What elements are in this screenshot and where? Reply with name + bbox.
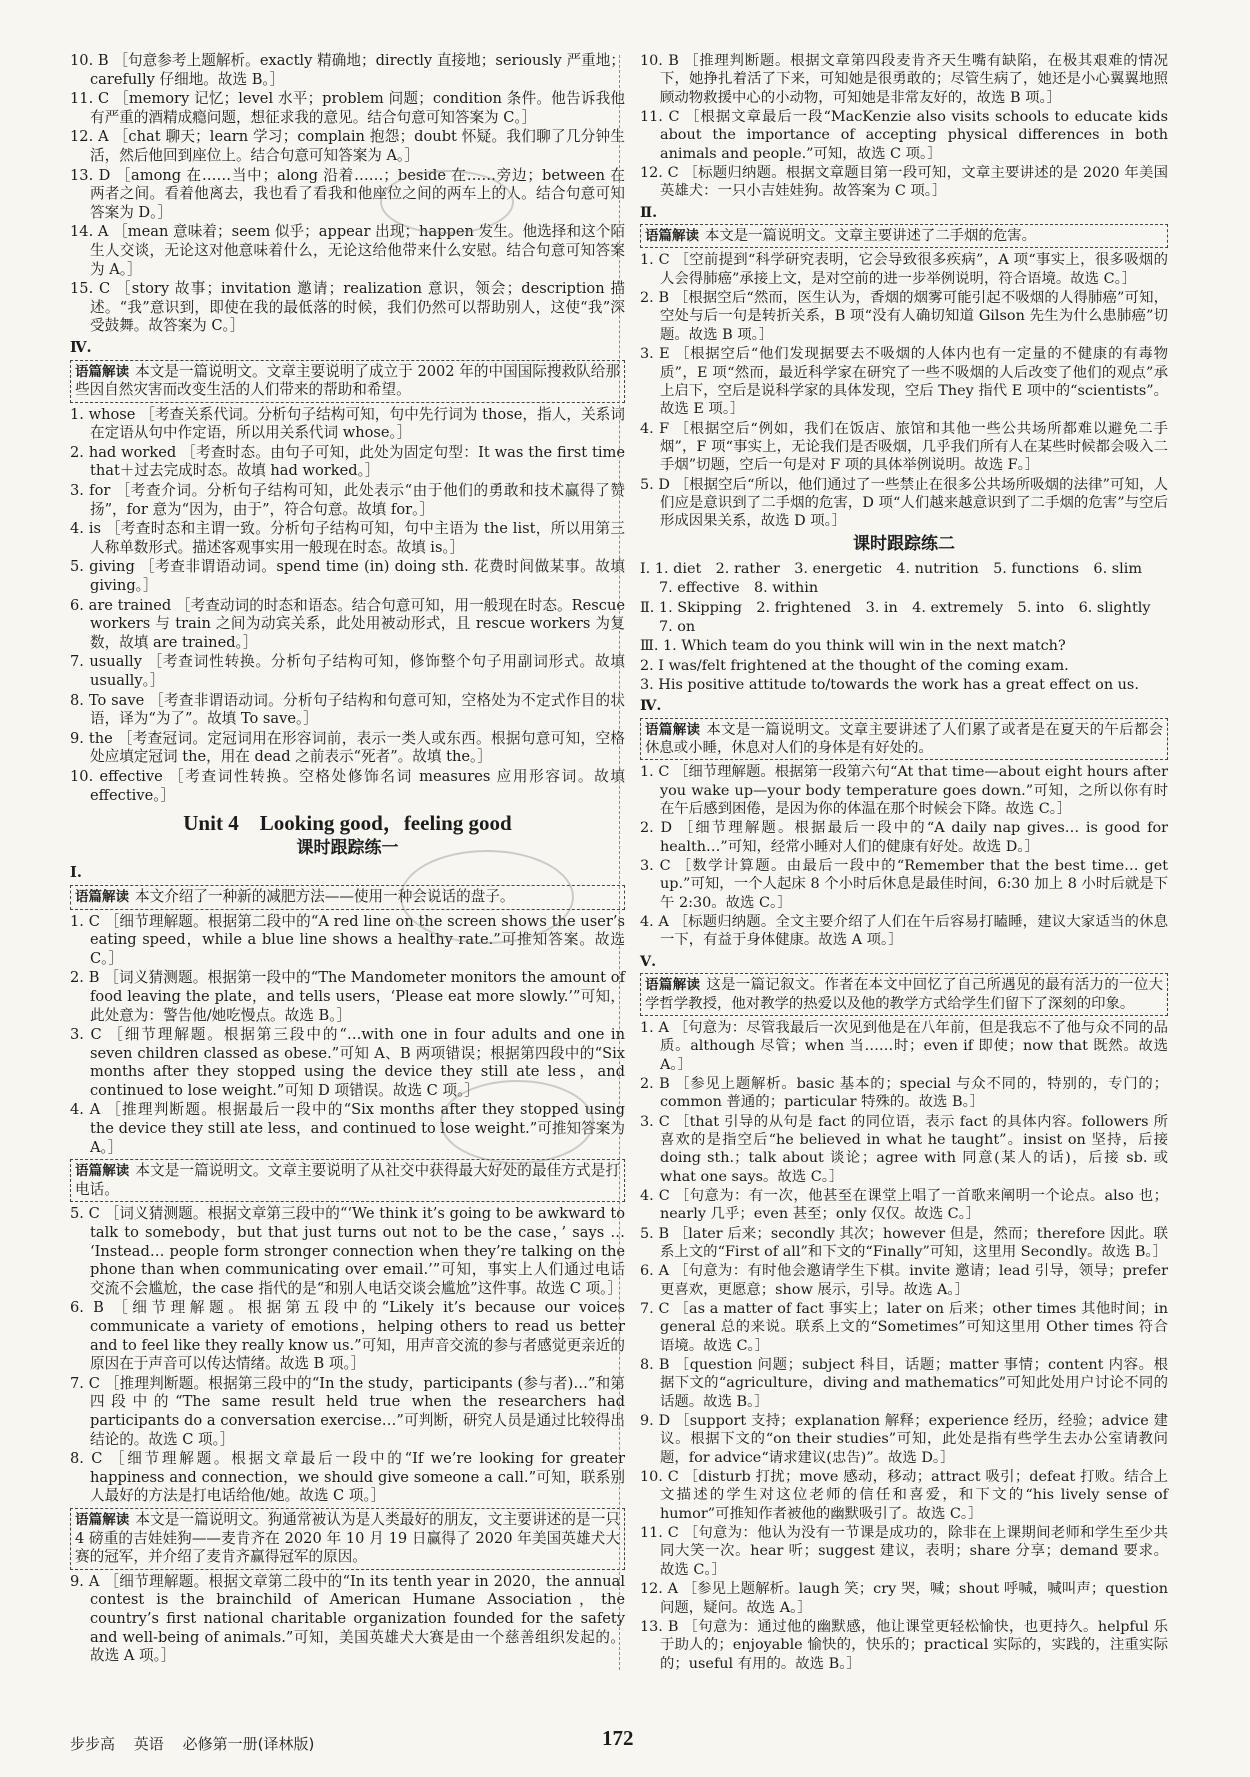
summary-text: 本文是一篇说明文。文章主要说明了成立于 2002 年的中国国际搜救队给那些因自然灾害而改变生活的人们带来的帮助和希望。 <box>75 362 621 399</box>
answer-item: 15. C ［story 故事；invitation 邀请；realization 意识，领会；description 描述。“我”意识到，即使在我的最低落的时候，我们仍然可以帮助别人，这使“我”深受鼓舞。故答案为 C。］ <box>70 280 625 335</box>
answer-item: 4. C ［句意为：有一次，他甚至在课堂上唱了一首歌来阐明一个论点。also 也；nearly 几乎；even 甚至；only 仅仅。故选 C。］ <box>640 1187 1168 1223</box>
answer-item: 10. B ［句意参考上题解析。exactly 精确地；directly 直接地；seriously 严重地；carefully 仔细地。故选 B。］ <box>70 52 625 88</box>
answer-item: 3. C ［数学计算题。由最后一段中的“Remember that the best time… get up.”可知，一个人起床 8 个小时后休息是最佳时间，6:30 加上 8 小时后就是下午 2:30。故选 C。］ <box>640 858 1168 911</box>
answer-item: 9. D ［support 支持；explanation 解释；experience 经历，经验；advice 建议。根据下文的“on their studies”可知，此处是指有些学生去办公室请教问题，for advice“请求建议(忠告)”。故选 D。］ <box>640 1413 1168 1466</box>
page-footer <box>70 1733 328 1754</box>
summary-text: 这是一篇记叙文。作者在本文中回忆了自己所遇见的最有活力的一位大学哲学教授，他对教学的热爱以及他的教学方式给学生们留下了深刻的印象。 <box>645 977 1163 1012</box>
answer-item: 6. A ［句意为：有时他会邀请学生下棋。invite 邀请；lead 引导，领导；prefer 更喜欢，更愿意；show 展示，引导。故选 A。］ <box>640 1263 1168 1298</box>
answer-item: 13. B ［句意为：通过他的幽默感，他让课堂更轻松愉快，也更持久。helpful 乐于助人的；enjoyable 愉快的，快乐的；practical 实际的，实践的，注重实际的；useful 有用的。故选 B。］ <box>640 1618 1168 1672</box>
answer-item: 8. C ［细节理解题。根据文章最后一段中的“If we’re looking for greater happiness and connection，we should give someone a call.”可知，联系别人最好的方法是打电话给他/她。故选 C 项。］ <box>70 1450 625 1505</box>
passage-summary-box <box>640 973 1168 1016</box>
answer-item: 10. effective ［考查词性转换。空格处修饰名词 measures 应用形容词。故填 effective。］ <box>70 767 625 804</box>
summary-text: 本文是一篇说明文。文章主要讲述了二手烟的危害。 <box>705 228 1036 245</box>
answer-item: 8. To save ［考查非谓语动词。分析句子结构和句意可知，空格处为不定式作目的状语，译为“为了”。故填 To save。］ <box>70 691 625 728</box>
answer-item: 3. E ［根据空后“他们发现据要去不吸烟的人体内也有一定量的不健康的有毒物质”，E 项“然而，最近科学家在研究了一些不吸烟的人后改变了他们的观点”承上启下，空后是说科学家的具体发现，空后 They 指代 E 项中的“scientists”。故选 E 项。］ <box>640 346 1168 418</box>
section-with-summary <box>640 204 1168 222</box>
summary-text: 本文是一篇说明文。文章主要讲述了人们累了或者是在夏天的午后都会休息或小睡，休息对人们的身体是有好处的。 <box>645 721 1163 757</box>
answer-line: 3. His positive attitude to/towards the work has a great effect on us. <box>640 677 1139 693</box>
watermark-stamp <box>400 850 574 944</box>
answer-item: 3. C ［that 引导的从句是 fact 的同位语，表示 fact 的具体内容。followers 所喜欢的是指空后“he believed in what he taught”。insist on 坚持，后接 doing sth.；talk about 谈论；agree with 同意(某人的话)，后接 sb. 或 what one says。故选 C。］ <box>640 1113 1168 1185</box>
answer-line: 7. on <box>640 618 696 635</box>
answer-item: 2. B ［根据空后“然而，医生认为，香烟的烟雾可能引起不吸烟的人得肺癌”可知，空处与后一句是转折关系，B 项“没有人确切知道 Gilson 先生为什么患肺癌”切题。故选 B 项。］ <box>640 290 1168 343</box>
answer-line: Ⅰ. 1. diet 2. rather 3. energetic 4. nutrition 5. functions 6. slim <box>640 560 1142 577</box>
answer-item: 3. C ［细节理解题。根据第三段中的“…with one in four adults and one in seven children classed as obese.”可知 A、B 两项错误；根据第四段中的“Six months after they stopped using the device they still ate less，and continued to lose weight.”可知 D 项错误。故选 C 项。］ <box>70 1026 625 1099</box>
answer-item: 9. A ［细节理解题。根据文章第二段中的“In its tenth year in 2020，the annual contest is the brainchild of American Humane Association，the country’s first national charitable organization founded for the safety and well-being of animals.”可知，美国英雄犬大赛是由一个慈善组织发起的。故选 A 项。］ <box>70 1572 625 1665</box>
section-number: Ⅰ. <box>70 864 82 882</box>
answer-line: Ⅱ. 1. Skipping 2. frightened 3. in 4. extremely 5. into 6. slightly <box>640 599 1151 616</box>
section-number: Ⅱ. <box>640 203 658 221</box>
answer-item: 4. A ［推理判断题。根据最后一段中的“Six months after they stopped using the device they still ate less，and continued to lose weight.”可推知答案为 A。］ <box>70 1101 625 1156</box>
answer-item: 2. had worked ［考查时态。由句子可知，此处为固定句型：It was the first time that＋过去完成时态。故填 had worked。］ <box>70 443 625 480</box>
unit-title: Unit 4 Looking good，feeling good <box>183 811 512 836</box>
answer-item: 5. giving ［考查非谓语动词。spend time (in) doing sth. 花费时间做某事。故填 giving。］ <box>70 558 625 595</box>
answer-item: 7. C ［as a matter of fact 事实上；later on 后来；other times 其他时间；in general 总的来说。联系上文的“Sometimes”可知这里用 Other times 符合语境。故选 C。］ <box>640 1301 1168 1354</box>
summary-tag: 语篇解读 <box>75 1163 130 1180</box>
summary-text: 本文介绍了一种新的减肥方法——使用一种会说话的盘子。 <box>135 887 515 905</box>
section-number: Ⅳ. <box>70 338 92 356</box>
answer-item: 5. C ［词义猜测题。根据文章第三段中的“‘We think it’s going to be awkward to talk to somebody，but that just turns out not to be the case，’ says … ‘Instead… people form stronger connection when they’re talking on the phone than when communicating over email.’”可知，事实上人们通过电话交流不会尴尬，the case 指代的是“和别人电话交谈会尴尬”这件事。故选 C 项。］ <box>70 1205 625 1297</box>
answer-item: 12. C ［标题归纳题。根据文章题目第一段可知，文章主要讲述的是 2020 年美国英雄犬：一只小吉娃娃狗。故答案为 C 项。］ <box>640 165 1168 200</box>
lesson-title: 课时跟踪练二 <box>853 533 955 554</box>
summary-tag: 语篇解读 <box>75 363 130 380</box>
answer-item: 6. B ［细节理解题。根据第五段中的“Likely it’s because our voices communicate a variety of emotions，helping others to read us better and to feel like they really know us.”可知，用声音交流的参与者感觉更亲近的原因在于声音可以传达情绪。故选 B 项。］ <box>70 1299 625 1373</box>
answer-item: 11. C ［memory 记忆；level 水平；problem 问题；condition 条件。他告诉我他有严重的酒精成瘾问题，想征求我的意见。结合句意可知答案为 C。］ <box>70 90 625 126</box>
summary-tag: 语篇解读 <box>75 1511 130 1528</box>
answer-item: 5. D ［根据空后“所以，他们通过了一些禁止在很多公共场所吸烟的法律”可知，人们应是意识到了二手烟的危害，D 项“人们越来越意识到了二手烟的危害”与空后形成因果关系，故选 D 项。］ <box>640 476 1168 530</box>
watermark-stamp <box>380 170 514 234</box>
page-number: 172 <box>602 1726 634 1750</box>
section-number: Ⅴ. <box>640 952 657 970</box>
answer-line: 2. I was/felt frightened at the thought of the coming exam. <box>640 657 1069 674</box>
passage-summary-box <box>640 718 1168 761</box>
answer-item: 11. C ［根据文章最后一段“MacKenzie also visits schools to educate kids about the importance of accepting physical differences in both animals and people.”可知，故选 C 项。］ <box>640 109 1168 162</box>
summary-text: 本文是一篇说明文。文章主要说明了从社交中获得最大好处的最佳方式是打电话。 <box>75 1162 621 1198</box>
answer-item: 7. C ［推理判断题。根据第三段中的“In the study，participants (参与者)…”和第四段中的“The same result held true when the researchers had participants do a conversation exercise…”可判断，研究人员是通过比较得出结论的。故选 C 项。］ <box>70 1374 625 1448</box>
passage-summary-box <box>70 1508 625 1570</box>
passage-summary-box <box>70 1159 625 1202</box>
answer-item: 8. B ［question 问题；subject 科目，话题；matter 事情；content 内容。根据下文的“agriculture，diving and mathematics”可知此处用户讨论不同的话题。故选 B。］ <box>640 1357 1168 1410</box>
answer-item: 4. F ［根据空后“例如，我们在饭店、旅馆和其他一些公共场所都难以避免二手烟”，F 项“事实上，无论我们是否吸烟，几乎我们所有人在某些时候都会吸入二手烟”切题，空后一句是对 F 项的具体举例说明。故选 F。］ <box>640 420 1168 474</box>
answer-item: 1. whose ［考查关系代词。分析句子结构可知，句中先行词为 those，指人，关系词在定语从句中作定语，所以用关系代词 whose。］ <box>70 405 625 442</box>
answer-item: 7. usually ［考查词性转换。分析句子结构可知，修饰整个句子用副词形式。故填 usually。］ <box>70 653 625 689</box>
right-column <box>640 52 1168 1674</box>
answer-item: 2. B ［词义猜测题。根据第一段中的“The Mandometer monitors the amount of food leaving the plate，and tells users，‘Please eat more slowly.’”可知，此处意为：警告他/她吃慢点。故选 B。］ <box>70 969 625 1024</box>
column-divider <box>619 55 620 1670</box>
watermark-stamp <box>440 1080 594 1164</box>
summary-text: 本文是一篇说明文。狗通常被认为是人类最好的朋友，文主要讲述的是一只 4 磅重的吉娃娃狗——麦肯齐在 2020 年 10 月 19 日赢得了 2020 年美国英雄犬大赛的冠军，并介绍了麦肯齐赢得冠军的原因。 <box>75 1510 621 1566</box>
passage-summary-box <box>640 224 1168 248</box>
answer-line: 7. effective 8. within <box>640 580 819 597</box>
answer-item: 2. B ［参见上题解析。basic 基本的；special 与众不同的，特别的，专门的；common 普通的；particular 特殊的。故选 B。］ <box>640 1075 1168 1111</box>
summary-tag: 语篇解读 <box>645 228 699 245</box>
answer-item: 5. B ［later 后来；secondly 其次；however 但是，然而；therefore 因此。联系上文的“First of all”和下文的“Finally”可知，这里用 Secondly。故选 B。］ <box>640 1225 1168 1260</box>
answer-item: 4. A ［标题归纳题。全文主要介绍了人们在午后容易打瞌睡，建议大家适当的休息一下，有益于身体健康。故选 A 项。］ <box>640 914 1168 949</box>
passage-summary-box <box>70 360 625 403</box>
answer-item: 13. D ［among 在……当中；along 沿着……；beside 在……旁边；between 在两者之间。看着他离去，我也看了看我和他座位之间的两车上的人。结合句意可知答案为 D。］ <box>70 166 625 221</box>
answer-item: 12. A ［chat 聊天；learn 学习；complain 抱怨；doubt 怀疑。我们聊了几分钟生活，然后他回到座位上。结合句意可知答案为 A。］ <box>70 128 625 164</box>
answer-item: 9. the ［考查冠词。定冠词用在形容词前，表示一类人或东西。根据句意可知，空格处应填定冠词 the，用在 dead 之前表示“死者”。故填 the。］ <box>70 729 625 766</box>
summary-tag: 语篇解读 <box>645 721 701 738</box>
answer-item: 1. A ［句意为：尽管我最后一次见到他是在八年前，但是我忘不了他与众不同的品质。although 尽管；when 当……时；even if 即使；now that 既然。故选 A。］ <box>640 1019 1168 1073</box>
answer-item: 12. A ［参见上题解析。laugh 笑；cry 哭，喊；shout 呼喊，喊叫声；question 问题，疑问。故选 A。］ <box>640 1581 1168 1616</box>
answer-item: 11. C ［句意为：他认为没有一节课是成功的，除非在上课期间老师和学生至少共同大笑一次。hear 听；suggest 建议，表明；share 分享；demand 要求。故选 C。］ <box>640 1525 1168 1578</box>
answer-item: 1. C ［空前提到“科学研究表明，它会导致很多疾病”，A 项“事实上，很多吸烟的人会得肺癌”承接上文，是对空前的进一步举例说明，符合语境。故选 C。］ <box>640 252 1168 287</box>
subject-label: 英语 <box>133 1735 164 1753</box>
book-label: 必修第一册(译林版) <box>182 1735 315 1753</box>
answer-item: 10. C ［disturb 打扰；move 感动，移动；attract 吸引；defeat 打败。结合上文描述的学生对这位老师的信任和喜爱，和下文的“his lively sense of humor”可推知作者被他的幽默吸引了。故选 C。］ <box>640 1469 1168 1522</box>
answer-item: 2. D ［细节理解题。根据最后一段中的“A daily nap gives… is good for health…”可知，经常小睡对人们的健康有好处。故选 D。］ <box>640 820 1168 855</box>
series-label: 步步高 <box>70 1735 116 1753</box>
answer-item: 6. are trained ［考查动词的时态和语态。结合句意可知，用一般现在时态。Rescue workers 与 train 之间为动宾关系，此处用被动形式，且 rescue workers 为复数，故填 are trained。］ <box>70 596 625 651</box>
answer-item: 1. C ［细节理解题。根据第一段第六句“At that time—about eight hours after you wake up—your body temperature goes down.”可知，之所以你有时在午后感到困倦，是因为你的体温在那个时候会下降。故选 C。］ <box>640 764 1168 818</box>
section-number: Ⅳ. <box>640 697 662 715</box>
lesson-title: 课时跟踪练一 <box>296 837 399 858</box>
answer-item: 10. B ［推理判断题。根据文章第四段麦肯齐天生嘴有缺陷，在极其艰难的情况下，她挣扎着活了下来，可知她是很勇敢的；尽管生病了，她还是小心翼翼地照顾动物救援中心的小动物，可知她是非常友好的，故选 B 项。］ <box>640 53 1168 106</box>
answer-item: 4. is ［考查时态和主谓一致。分析句子结构可知，句中主语为 the list，所以用第三人称单数形式。描述客观事实用一般现在时态。故填 is。］ <box>70 520 625 556</box>
left-column <box>70 52 625 1667</box>
answer-line: Ⅲ. 1. Which team do you think will win in the next match? <box>640 638 1066 655</box>
summary-tag: 语篇解读 <box>75 888 129 905</box>
answer-item: 14. A ［mean 意味着；seem 似乎；appear 出现；happen 发生。他选择和这个陌生人交谈，无论这对他意味着什么，无论这给他带来什么安慰。结合句意可知答案为 A。］ <box>70 223 625 278</box>
answer-item: 1. C ［细节理解题。根据第二段中的“A red line on the screen shows the user’s eating speed，while a blue line shows a healthy rate.”可推知答案。故选 C。］ <box>70 912 625 967</box>
answer-item: 3. for ［考查介词。分析句子结构可知，此处表示“由于他们的勇敢和技术赢得了赞扬”，for 意为“因为，由于”，符合句意。故填 for。］ <box>70 482 625 518</box>
summary-tag: 语篇解读 <box>645 977 701 994</box>
